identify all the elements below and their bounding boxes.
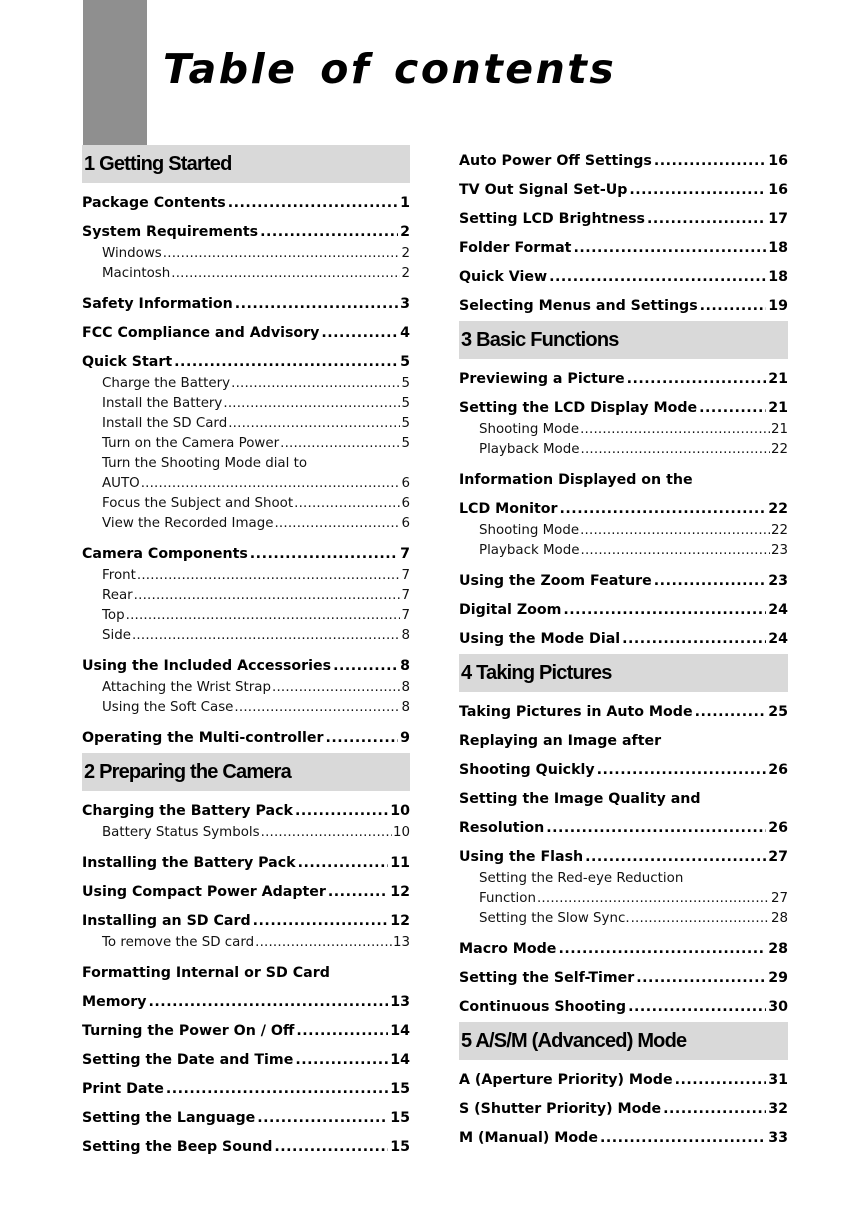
toc-entry-label: Setting the Language: [82, 1110, 256, 1126]
dot-leader: [636, 970, 766, 987]
dot-leader: [580, 420, 770, 440]
toc-subentry-page: 8: [401, 628, 410, 643]
toc-subentry: [459, 869, 788, 889]
toc-entry[interactable]: [82, 1017, 410, 1046]
toc-entry-page: 21: [768, 371, 788, 387]
dot-leader: [132, 626, 401, 646]
dot-leader: [234, 698, 400, 718]
toc-entry[interactable]: [459, 292, 788, 321]
toc-entry[interactable]: [459, 365, 788, 394]
dot-leader: [647, 211, 766, 228]
toc-subentry-label: To remove the SD card: [102, 935, 255, 950]
toc-entry[interactable]: [459, 263, 788, 292]
toc-subentry[interactable]: [82, 933, 410, 953]
toc-entry-label: Quick View: [459, 269, 548, 285]
toc-entry[interactable]: [82, 189, 410, 218]
toc-column-left: [82, 145, 410, 1162]
toc-subentry-label: View the Recorded Image: [102, 516, 274, 531]
section-header: 1 Getting Started: [82, 145, 410, 183]
toc-entry: [459, 727, 788, 756]
toc-entry-page: 8: [400, 658, 410, 674]
toc-subentry-page: 2: [401, 266, 410, 281]
toc-entry-label: Installing an SD Card: [82, 913, 251, 929]
dot-leader: [695, 704, 767, 721]
toc-entry-label: Memory: [82, 994, 147, 1010]
toc-entry-label: Formatting Internal or SD Card: [82, 965, 330, 981]
toc-subentry[interactable]: [82, 698, 410, 718]
toc-subentry: [82, 454, 410, 474]
toc-subentry-page: 2: [401, 246, 410, 261]
dot-leader: [255, 933, 392, 953]
dot-leader: [274, 514, 400, 534]
toc-column-right: [459, 147, 788, 1153]
toc-entry[interactable]: [82, 878, 410, 907]
toc-entry-label: Continuous Shooting: [459, 999, 627, 1015]
toc-subentry-group: [82, 374, 410, 540]
dot-leader: [295, 803, 388, 820]
toc-subentry-page: 7: [401, 568, 410, 583]
toc-entry-label: Setting the Date and Time: [82, 1052, 294, 1068]
dot-leader: [597, 762, 767, 779]
toc-entry[interactable]: [82, 218, 410, 247]
toc-subentry-page: 28: [770, 911, 788, 926]
toc-entry[interactable]: [82, 988, 410, 1017]
toc-subentry-label: Install the Battery: [102, 396, 223, 411]
toc-entry[interactable]: [459, 935, 788, 964]
dot-leader: [126, 606, 401, 626]
dot-leader: [223, 394, 400, 414]
toc-subentry[interactable]: [459, 420, 788, 440]
dot-leader: [631, 909, 770, 929]
dot-leader: [250, 546, 398, 563]
dot-leader: [585, 849, 766, 866]
toc-subentry-label: Using the Soft Case: [102, 700, 234, 715]
dot-leader: [261, 823, 392, 843]
dot-leader: [295, 1052, 388, 1069]
toc-subentry-label: Shooting Mode: [479, 523, 580, 538]
toc-entry[interactable]: [459, 843, 788, 872]
toc-subentry[interactable]: [82, 394, 410, 414]
dot-leader: [581, 440, 770, 460]
toc-entry-page: 27: [768, 849, 788, 865]
toc-entry-label: A (Aperture Priority) Mode: [459, 1072, 673, 1088]
toc-entry-page: 16: [768, 182, 788, 198]
dot-leader: [280, 434, 400, 454]
toc-entry-page: 33: [768, 1130, 788, 1146]
dot-leader: [699, 400, 766, 417]
toc-subentry[interactable]: [82, 434, 410, 454]
toc-entry[interactable]: [82, 1046, 410, 1075]
toc-entry-page: 26: [768, 762, 788, 778]
toc-subentry-label: Setting the Red-eye Reduction: [479, 871, 684, 886]
toc-entry[interactable]: [82, 1133, 410, 1162]
toc-subentry-page: 7: [401, 588, 410, 603]
toc-subentry-label: Side: [102, 628, 131, 643]
toc-entry[interactable]: [82, 724, 410, 753]
toc-subentry[interactable]: [459, 440, 788, 460]
dot-leader: [537, 889, 770, 909]
dot-leader: [675, 1072, 767, 1089]
toc-entry-label: Package Contents: [82, 195, 226, 211]
toc-entry[interactable]: [82, 348, 410, 377]
toc-entry[interactable]: [459, 814, 788, 843]
toc-subentry[interactable]: [82, 264, 410, 284]
toc-entry-label: Operating the Multi-controller: [82, 730, 324, 746]
toc-entry-page: 19: [768, 298, 788, 314]
toc-entry[interactable]: [459, 1095, 788, 1124]
dot-leader: [581, 541, 770, 561]
toc-entry[interactable]: [459, 147, 788, 176]
toc-subentry-page: 13: [392, 935, 410, 950]
dot-leader: [573, 240, 766, 257]
toc-entry[interactable]: [459, 495, 788, 524]
toc-subentry-page: 6: [401, 516, 410, 531]
toc-entry-page: 13: [390, 994, 410, 1010]
dot-leader: [253, 913, 389, 930]
toc-entry-label: Using the Zoom Feature: [459, 573, 652, 589]
toc-entry-label: Print Date: [82, 1081, 164, 1097]
toc-subentry-page: 10: [392, 825, 410, 840]
toc-entry-label: Folder Format: [459, 240, 572, 256]
toc-subentry[interactable]: [82, 626, 410, 646]
toc-entry-label: Digital Zoom: [459, 602, 562, 618]
toc-entry-label: Setting the LCD Display Mode: [459, 400, 698, 416]
toc-entry-label: Setting the Beep Sound: [82, 1139, 273, 1155]
toc-entry-page: 10: [390, 803, 410, 819]
toc-entry[interactable]: [82, 1075, 410, 1104]
toc-subentry-label: Turn on the Camera Power: [102, 436, 280, 451]
toc-entry-label: Using Compact Power Adapter: [82, 884, 326, 900]
toc-entry-label: M (Manual) Mode: [459, 1130, 598, 1146]
toc-entry: [459, 466, 788, 495]
dot-leader: [137, 566, 401, 586]
toc-entry-page: 15: [390, 1110, 410, 1126]
dot-leader: [580, 521, 770, 541]
toc-subentry-label: Rear: [102, 588, 133, 603]
toc-subentry[interactable]: [82, 414, 410, 434]
toc-entry-label: Macro Mode: [459, 941, 557, 957]
toc-entry-page: 3: [400, 296, 410, 312]
dot-leader: [546, 820, 766, 837]
section-header: 4 Taking Pictures: [459, 654, 788, 692]
dot-leader: [272, 678, 400, 698]
toc-entry-label: Using the Flash: [459, 849, 584, 865]
dot-leader: [171, 264, 400, 284]
toc-subentry-group: [82, 566, 410, 652]
dot-leader: [260, 224, 398, 241]
toc-subentry-label: Macintosh: [102, 266, 171, 281]
toc-entry[interactable]: [82, 540, 410, 569]
toc-entry-label: Setting the Self-Timer: [459, 970, 635, 986]
toc-subentry-label: Install the SD Card: [102, 416, 228, 431]
toc-subentry-page: 6: [401, 476, 410, 491]
toc-entry-label: Auto Power Off Settings: [459, 153, 652, 169]
toc-subentry-label: Playback Mode: [479, 543, 580, 558]
dot-leader: [549, 269, 766, 286]
page-title: Table of contents: [163, 45, 617, 93]
toc-entry-page: 9: [400, 730, 410, 746]
dot-leader: [600, 1130, 766, 1147]
toc-subentry[interactable]: [82, 566, 410, 586]
toc-subentry-label: Playback Mode: [479, 442, 580, 457]
toc-entry-label: Safety Information: [82, 296, 233, 312]
toc-subentry-label: Setting the Slow Sync.: [479, 911, 630, 926]
dot-leader: [628, 999, 766, 1016]
toc-entry-page: 21: [768, 400, 788, 416]
dot-leader: [629, 182, 766, 199]
toc-entry[interactable]: [82, 319, 410, 348]
toc-subentry-label: Top: [102, 608, 125, 623]
toc-subentry-label: Attaching the Wrist Strap: [102, 680, 271, 695]
toc-entry-label: System Requirements: [82, 224, 259, 240]
toc-entry[interactable]: [82, 290, 410, 319]
toc-entry[interactable]: [459, 234, 788, 263]
toc-subentry-group: [459, 869, 788, 935]
toc-entry-label: Turning the Power On / Off: [82, 1023, 295, 1039]
toc-entry-label: Using the Mode Dial: [459, 631, 621, 647]
toc-entry-label: TV Out Signal Set-Up: [459, 182, 628, 198]
toc-entry-page: 15: [390, 1081, 410, 1097]
toc-subentry-label: Focus the Subject and Shoot: [102, 496, 294, 511]
toc-entry[interactable]: [459, 625, 788, 654]
toc-subentry-page: 5: [401, 396, 410, 411]
dot-leader: [134, 586, 401, 606]
dot-leader: [627, 371, 767, 388]
dot-leader: [149, 994, 389, 1011]
toc-subentry[interactable]: [82, 823, 410, 843]
toc-entry-label: Quick Start: [82, 354, 173, 370]
toc-subentry-label: Shooting Mode: [479, 422, 580, 437]
toc-subentry[interactable]: [459, 521, 788, 541]
toc-subentry-page: 8: [401, 700, 410, 715]
dot-leader: [560, 501, 767, 518]
toc-subentry[interactable]: [459, 889, 788, 909]
toc-subentry-group: [459, 420, 788, 466]
toc-subentry-label: Front: [102, 568, 136, 583]
dot-leader: [321, 325, 398, 342]
toc-subentry-page: 22: [770, 523, 788, 538]
dot-leader: [174, 354, 398, 371]
toc-entry: [459, 785, 788, 814]
dot-leader: [654, 153, 766, 170]
dot-leader: [274, 1139, 388, 1156]
toc-entry-label: Previewing a Picture: [459, 371, 625, 387]
toc-entry[interactable]: [459, 205, 788, 234]
dot-leader: [558, 941, 766, 958]
toc-entry-label: Installing the Battery Pack: [82, 855, 296, 871]
toc-entry-page: 7: [400, 546, 410, 562]
toc-subentry-group: [459, 521, 788, 567]
dot-leader: [235, 296, 398, 313]
section-header: 2 Preparing the Camera: [82, 753, 410, 791]
dot-leader: [294, 494, 400, 514]
toc-subentry[interactable]: [82, 494, 410, 514]
dot-leader: [257, 1110, 388, 1127]
toc-entry-label: Shooting Quickly: [459, 762, 595, 778]
toc-subentry-page: 5: [401, 436, 410, 451]
toc-entry[interactable]: [82, 907, 410, 936]
dot-leader: [166, 1081, 388, 1098]
dot-leader: [328, 884, 388, 901]
toc-subentry-page: 22: [770, 442, 788, 457]
toc-entry-page: 4: [400, 325, 410, 341]
toc-entry-page: 24: [768, 602, 788, 618]
toc-entry-page: 2: [400, 224, 410, 240]
toc-entry-label: Setting the Image Quality and: [459, 791, 701, 807]
toc-entry[interactable]: [459, 993, 788, 1022]
toc-entry-page: 12: [390, 913, 410, 929]
toc-entry-page: 29: [768, 970, 788, 986]
toc-entry-page: 32: [768, 1101, 788, 1117]
toc-entry-page: 26: [768, 820, 788, 836]
toc-entry[interactable]: [459, 1124, 788, 1153]
toc-subentry-page: 5: [401, 376, 410, 391]
toc-subentry-group: [82, 933, 410, 959]
toc-subentry-label: Function: [479, 891, 536, 906]
toc-subentry[interactable]: [82, 586, 410, 606]
toc-subentry[interactable]: [82, 514, 410, 534]
toc-entry-label: Using the Included Accessories: [82, 658, 332, 674]
toc-subentry-label: AUTO: [102, 476, 140, 491]
toc-subentry[interactable]: [82, 474, 410, 494]
toc-entry-page: 1: [400, 195, 410, 211]
toc-entry[interactable]: [82, 1104, 410, 1133]
dot-leader: [141, 474, 401, 494]
toc-entry-label: Replaying an Image after: [459, 733, 662, 749]
toc-entry: [82, 959, 410, 988]
toc-subentry-page: 23: [770, 543, 788, 558]
toc-entry-page: 18: [768, 240, 788, 256]
toc-subentry[interactable]: [82, 244, 410, 264]
toc-entry-page: 22: [768, 501, 788, 517]
toc-subentry[interactable]: [82, 606, 410, 626]
toc-entry-page: 18: [768, 269, 788, 285]
toc-entry[interactable]: [459, 394, 788, 423]
toc-subentry-group: [82, 244, 410, 290]
toc-subentry-page: 6: [401, 496, 410, 511]
toc-subentry-label: Battery Status Symbols: [102, 825, 260, 840]
toc-entry-page: 30: [768, 999, 788, 1015]
toc-entry-page: 14: [390, 1023, 410, 1039]
toc-subentry[interactable]: [82, 678, 410, 698]
toc-entry[interactable]: [459, 698, 788, 727]
dot-leader: [228, 195, 398, 212]
dot-leader: [622, 631, 766, 648]
dot-leader: [298, 855, 389, 872]
toc-entry-page: 31: [768, 1072, 788, 1088]
toc-entry[interactable]: [459, 1066, 788, 1095]
toc-subentry-label: Charge the Battery: [102, 376, 231, 391]
dot-leader: [228, 414, 400, 434]
toc-entry-label: Charging the Battery Pack: [82, 803, 293, 819]
toc-subentry-group: [82, 823, 410, 849]
toc-subentry-page: 27: [770, 891, 788, 906]
dot-leader: [325, 730, 398, 747]
dot-leader: [563, 602, 766, 619]
dot-leader: [296, 1023, 388, 1040]
dot-leader: [663, 1101, 766, 1118]
toc-entry-page: 23: [768, 573, 788, 589]
toc-entry[interactable]: [82, 652, 410, 681]
toc-subentry-label: Turn the Shooting Mode dial to: [102, 456, 308, 471]
toc-entry-page: 25: [768, 704, 788, 720]
chapter-side-tab: [83, 0, 147, 145]
toc-subentry-page: 8: [401, 680, 410, 695]
toc-entry-label: Taking Pictures in Auto Mode: [459, 704, 693, 720]
toc-subentry[interactable]: [459, 541, 788, 561]
dot-leader: [163, 244, 401, 264]
toc-subentry-label: Windows: [102, 246, 162, 261]
toc-entry-page: 28: [768, 941, 788, 957]
toc-entry-label: Camera Components: [82, 546, 248, 562]
toc-entry-page: 12: [390, 884, 410, 900]
toc-entry[interactable]: [459, 176, 788, 205]
toc-entry[interactable]: [82, 849, 410, 878]
section-header: 5 A/S/M (Advanced) Mode: [459, 1022, 788, 1060]
dot-leader: [333, 658, 398, 675]
toc-entry-label: S (Shutter Priority) Mode: [459, 1101, 662, 1117]
toc-entry-page: 16: [768, 153, 788, 169]
toc-entry-page: 24: [768, 631, 788, 647]
toc-entry-label: Information Displayed on the: [459, 472, 693, 488]
toc-subentry-page: 5: [401, 416, 410, 431]
toc-entry-page: 5: [400, 354, 410, 370]
toc-subentry-group: [82, 678, 410, 724]
toc-entry-page: 17: [768, 211, 788, 227]
toc-entry[interactable]: [459, 596, 788, 625]
toc-entry-label: FCC Compliance and Advisory: [82, 325, 320, 341]
toc-subentry-page: 7: [401, 608, 410, 623]
toc-subentry-page: 21: [770, 422, 788, 437]
toc-entry-label: Resolution: [459, 820, 545, 836]
toc-entry-label: Setting LCD Brightness: [459, 211, 645, 227]
toc-entry[interactable]: [459, 964, 788, 993]
toc-entry-page: 15: [390, 1139, 410, 1155]
dot-leader: [654, 573, 766, 590]
section-header: 3 Basic Functions: [459, 321, 788, 359]
toc-entry[interactable]: [459, 756, 788, 785]
toc-entry[interactable]: [459, 567, 788, 596]
dot-leader: [231, 374, 400, 394]
toc-entry-label: Selecting Menus and Settings: [459, 298, 698, 314]
dot-leader: [700, 298, 767, 315]
toc-entry[interactable]: [82, 797, 410, 826]
toc-subentry[interactable]: [459, 909, 788, 929]
toc-entry-page: 14: [390, 1052, 410, 1068]
toc-entry-page: 11: [390, 855, 410, 871]
toc-entry-label: LCD Monitor: [459, 501, 558, 517]
toc-subentry[interactable]: [82, 374, 410, 394]
